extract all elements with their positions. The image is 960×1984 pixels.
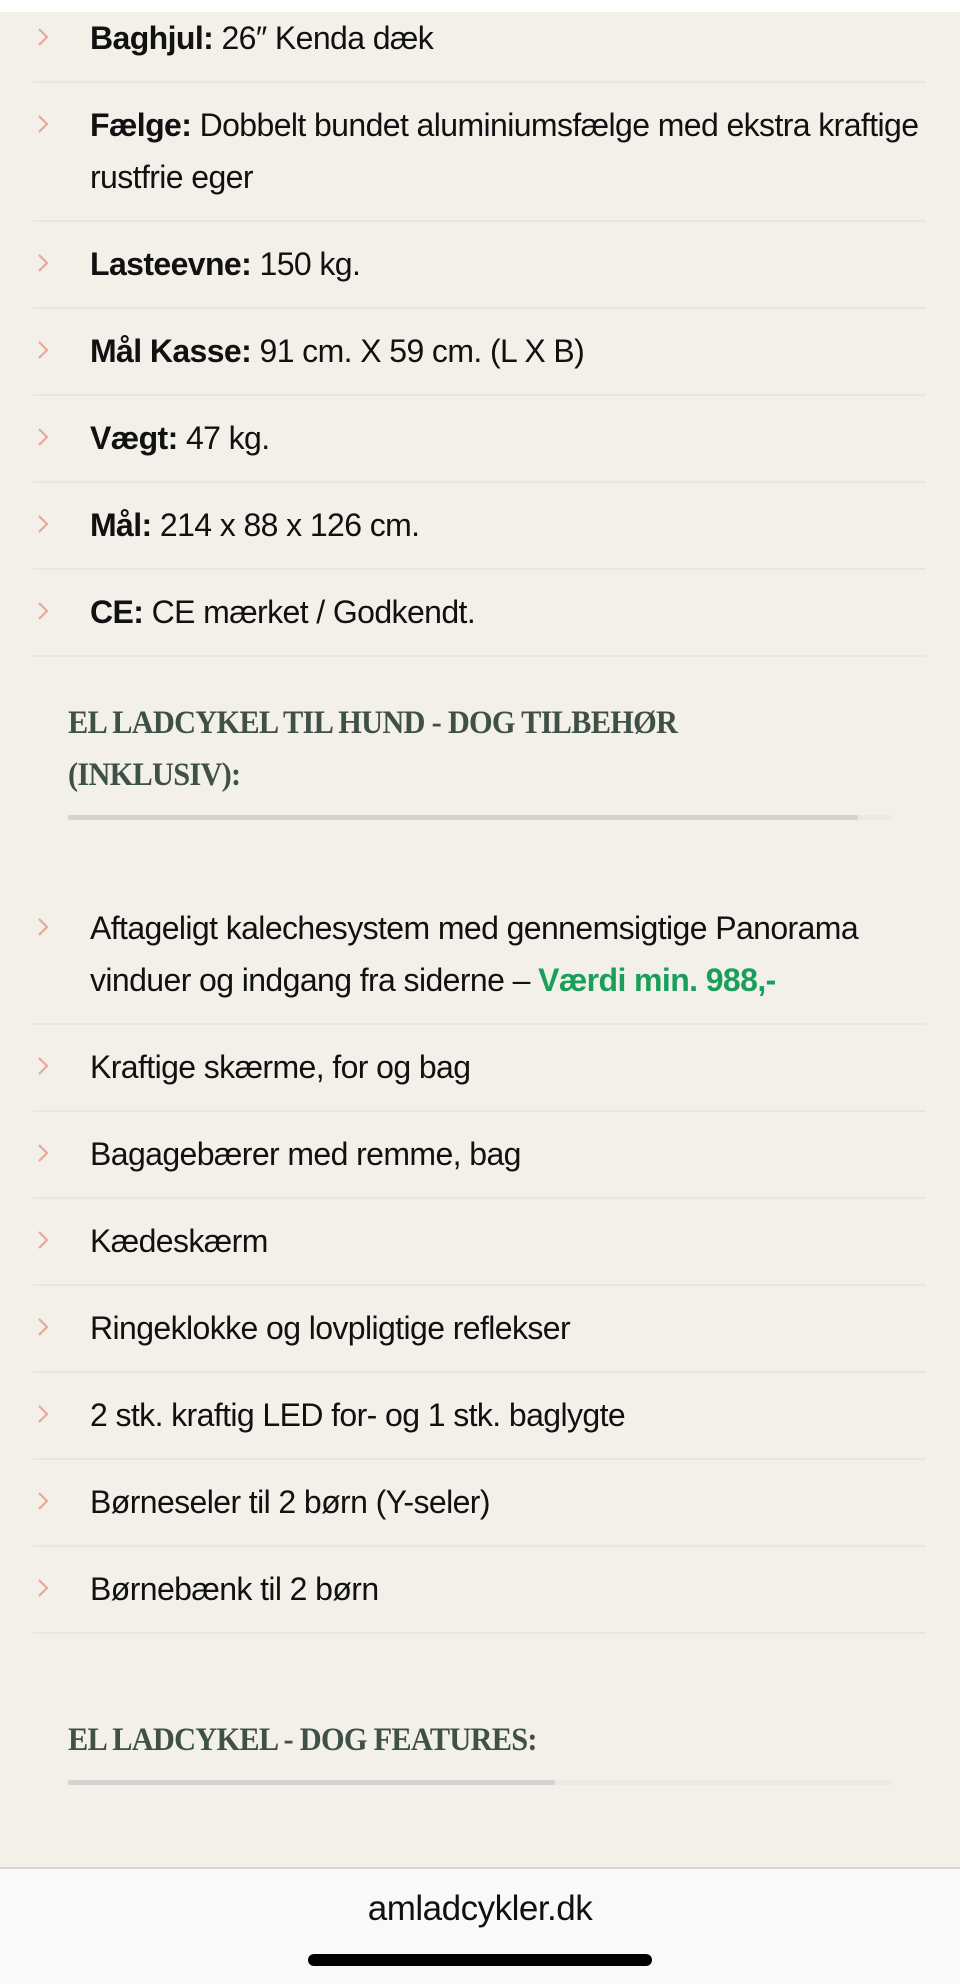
spec-label: CE: [90,594,144,630]
chevron-right-icon [36,26,50,48]
spec-value: 91 cm. X 59 cm. (L X B) [251,333,585,369]
chevron-right-icon [36,600,50,622]
accessory-item-led-lygter [33,1373,926,1460]
spec-item-baghjul [33,0,926,83]
accessory-item-skaerme [33,1025,926,1112]
chevron-right-icon [36,113,50,135]
accessory-item-boernebaenk [33,1547,926,1634]
spec-item-ce [33,570,926,657]
spec-item-vaegt [33,396,926,483]
spec-label: Vægt: [90,420,178,456]
chevron-right-icon [36,916,50,938]
chevron-right-icon [36,1490,50,1512]
accessories-heading-underline [68,815,893,820]
browser-bottom-bar [0,1867,960,1984]
accessory-text: 2 stk. kraftig LED for- og 1 stk. baglygte [90,1397,626,1433]
spec-item-faelge [33,83,926,222]
accessory-item-boerneseler [33,1460,926,1547]
spec-label: Mål: [90,507,152,543]
chevron-right-icon [36,426,50,448]
spec-value: CE mærket / Godkendt. [143,594,476,630]
spec-value: 214 x 88 x 126 cm. [151,507,420,543]
accessory-text: Aftageligt kalechesystem med gennemsigtige Panorama vinduer og indgang fra siderne – [90,910,859,998]
accessories-list [0,886,960,1634]
accessory-item-bagagebaerer [33,1112,926,1199]
spec-item-lasteevne [33,222,926,309]
url-address[interactable]: amladcykler.dk [367,1889,593,1928]
accessory-text: Kraftige skærme, for og bag [90,1049,471,1085]
spec-label: Mål Kasse: [90,333,252,369]
spec-item-maal [33,483,926,570]
features-heading-underline [68,1780,893,1785]
value-highlight: Værdi min. 988,- [538,962,776,998]
accessory-item-kalechesystem [33,886,926,1025]
chevron-right-icon [36,1055,50,1077]
chevron-right-icon [36,339,50,361]
accessory-text: Bagagebærer med remme, bag [90,1136,521,1172]
spec-item-maal-kasse [33,309,926,396]
accessory-item-kaedeskaerm [33,1199,926,1286]
chevron-right-icon [36,1316,50,1338]
chevron-right-icon [36,1577,50,1599]
spec-value: 26″ Kenda dæk [213,20,434,56]
accessory-text: Kædeskærm [90,1223,268,1259]
chevron-right-icon [36,513,50,535]
home-indicator[interactable] [308,1954,652,1966]
accessory-text: Ringeklokke og lovpligtige reflekser [90,1310,570,1346]
spec-value: 150 kg. [251,246,361,282]
spec-label: Baghjul: [90,20,214,56]
spec-label: Fælge: [90,107,192,143]
accessory-item-ringeklokke [33,1286,926,1373]
spec-value: 47 kg. [177,420,270,456]
underline-fill [68,1780,555,1785]
features-heading: EL LADCYKEL - DOG FEATURES: [68,1722,537,1758]
chevron-right-icon [36,1229,50,1251]
underline-fill [68,815,858,820]
accessory-text: Børnebænk til 2 børn [90,1571,379,1607]
spec-value: Dobbelt bundet aluminiumsfælge med ekstra kraftige rustfrie eger [90,107,919,195]
chevron-right-icon [36,252,50,274]
chevron-right-icon [36,1403,50,1425]
chevron-right-icon [36,1142,50,1164]
spec-label: Lasteevne: [90,246,252,282]
accessory-text: Børneseler til 2 børn (Y-seler) [90,1484,490,1520]
spec-list [0,0,960,657]
accessories-heading: EL LADCYKEL TIL HUND - DOG TILBEHØR (INKLUSIV): [68,705,678,793]
